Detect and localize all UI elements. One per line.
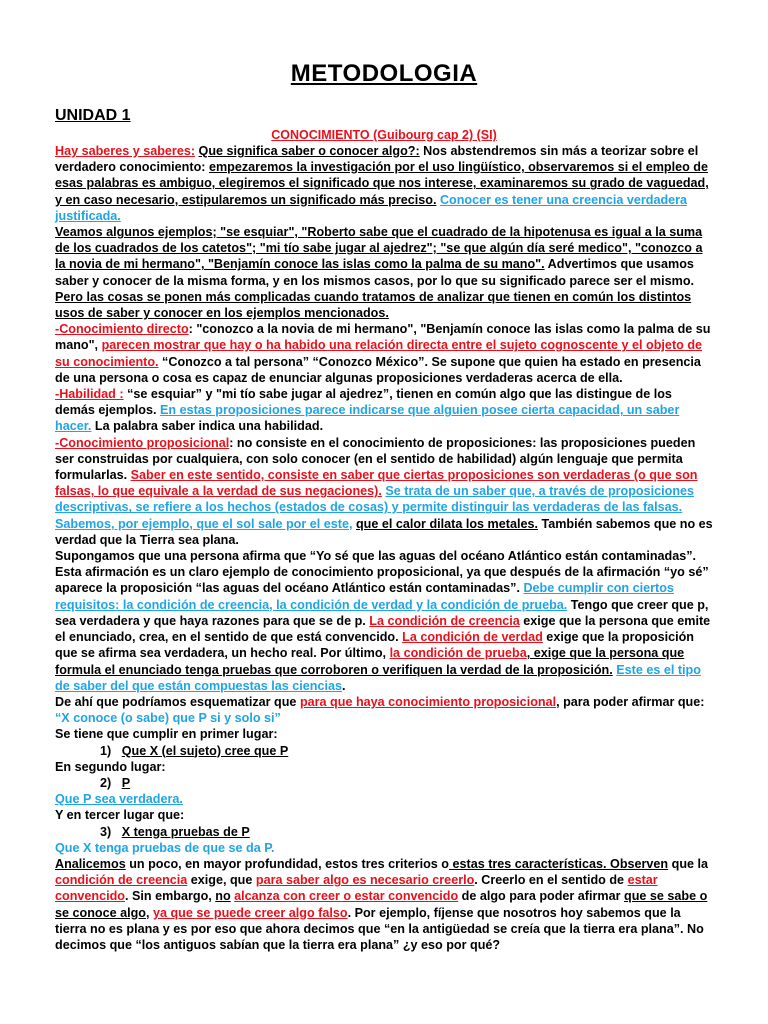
list-text: X tenga pruebas de P (121, 824, 250, 839)
text-run: que la (668, 856, 709, 871)
paragraph-conocimiento-directo (55, 321, 715, 386)
text-run: . Sin embargo, (124, 889, 216, 904)
first-condition-intro: Se tiene que cumplir en primer lugar: (55, 727, 278, 742)
text-run: Tengo que creer que p, sea verdadera y que haya razones para que se de p. (55, 597, 709, 628)
list-item-3-note: Que X tenga pruebas de que se da P. (55, 840, 275, 855)
paragraph-requisitos (55, 548, 715, 694)
text-run: exige que la proposición que se afirma sea verdadera, un hecho real. Por último, (55, 630, 694, 661)
list-text: P (121, 775, 131, 790)
text-run: : "conozco a la novia de mi hermano", "Benjamín conoce las islas como la palma de su mano", (55, 322, 711, 353)
text-run: Advertimos que usamos saber y conocer de la misma forma, y en los mismos casos, por lo que su significado parece ser el mismo. (55, 257, 695, 288)
second-condition-intro: En segundo lugar: (55, 759, 166, 774)
text-run: condición de creencia (55, 873, 188, 888)
text-run: “se esquiar” y "mi tío sabe jugar al ajedrez”, tienen en común algo que las distingue de los demás ejemplos. (55, 387, 672, 418)
text-run: Este es el tipo de saber del que están compuestas las ciencias (55, 662, 701, 693)
text-run: La condición de verdad (402, 630, 543, 645)
document-body (55, 143, 715, 953)
list-number: 1) (100, 743, 112, 758)
paragraph-esquema (55, 694, 715, 710)
text-run: exige, que (187, 873, 256, 888)
list-number: 3) (100, 824, 112, 839)
text-run: Hay saberes y saberes: (55, 144, 196, 158)
text-run: La condición de creencia (369, 613, 520, 628)
text-run: Nos abstendremos sin más a teorizar sobre el verdadero conocimiento: (55, 144, 699, 175)
text-run: estar convencido (55, 873, 658, 904)
paragraph-ejemplos (55, 224, 715, 321)
paragraph-analisis (55, 856, 715, 953)
text-run: alcanza con creer o estar convencido (234, 889, 459, 904)
text-run: parecen mostrar que hay o ha habido una relación directa entre el sujeto cognoscente y el objeto de su conocimiento. (55, 338, 703, 369)
text-run: Supongamos que una persona afirma que “Yo sé que las aguas del océano Atlántico están contaminadas”. Esta afirmación es un claro ejemplo de conocimiento proposicional, ya que después de la afirmación “yo sé” aparece la proposición “las aguas del océano Atlántico están contaminadas”. (55, 549, 709, 596)
text-run: . (342, 678, 346, 693)
text-run: -Conocimiento proposicional (55, 435, 230, 450)
text-run: Conocer es tener una creencia verdadera justificada. (55, 192, 688, 223)
paragraph-saberes (55, 143, 715, 224)
text-run: para que haya conocimiento proposicional (299, 694, 557, 709)
list-item-1 (55, 743, 715, 759)
list-number: 2) (100, 775, 112, 790)
text-run: empezaremos la investigación por el uso lingüístico, observaremos si el empleo de esas palabras es ambiguo, elegiremos el significado que nos interese, examinaremos su grado de vaguedad, y en caso necesario, estipularemos un significado más preciso. (55, 160, 709, 207)
text-run: Que significa saber o conocer algo?: (198, 144, 420, 158)
text-run: De ahí que podríamos esquematizar que (55, 694, 300, 709)
text-run: También sabemos que no es verdad que la Tierra sea plana. (55, 516, 713, 547)
text-run: En estas proposiciones parece indicarse que alguien posee cierta capacidad, un saber hacer. (55, 403, 680, 434)
text-run: no (215, 889, 231, 904)
unit-heading: UNIDAD 1 (55, 107, 131, 124)
document-title: METODOLOGIA (290, 60, 478, 87)
text-run: de algo para poder afirmar (458, 889, 625, 904)
text-run: estas tres características. Observen (449, 856, 669, 871)
text-run: , para poder afirmar que: (556, 694, 705, 709)
text-run: -Conocimiento directo (55, 322, 189, 337)
text-run: , exige que la persona que formula el enunciado tenga pruebas que corroboren o verifiquen la verdad de la proposición. (55, 646, 685, 677)
text-run: que se sabe o se conoce algo, (55, 889, 708, 920)
text-run: para saber algo es necesario creerlo (255, 873, 475, 888)
list-text: Que X (el sujeto) cree que P (121, 743, 289, 758)
text-run: -Habilidad : (55, 387, 124, 402)
section-subtitle: CONOCIMIENTO (Guibourg cap 2) (SI) (271, 128, 497, 142)
text-run: Debe cumplir con ciertos requisitos: la condición de creencia, la condición de verdad y la condición de prueba. (55, 581, 674, 612)
text-run: Analicemos (55, 856, 126, 871)
list-item-2 (55, 775, 715, 791)
text-run: : no consiste en el conocimiento de proposiciones: las proposiciones pueden ser construidas por cualquiera, con solo conocer (en el sentido de habilidad) algún lenguaje que permita formularlas. (55, 435, 696, 483)
text-run: la condición de prueba (389, 646, 527, 661)
text-run: La palabra saber indica una habilidad. (91, 419, 324, 434)
text-run: un poco, en mayor profundidad, estos tres criterios o (125, 856, 449, 871)
text-run: que el calor dilata los metales. (355, 516, 538, 531)
text-run: ya que se puede creer algo falso (152, 905, 348, 920)
text-run: “Conozco a tal persona” “Conozco México”. Se supone que quien ha estado en presencia de una persona o cosa es capaz de enunciar algunas proposiciones verdaderas acerca de ella. (55, 354, 701, 385)
text-run: Veamos algunos ejemplos; "se esquiar", "Roberto sabe que el cuadrado de la hipotenusa es igual a la suma de los cuadrados de los catetos"; "mi tío sabe jugar al ajedrez"; "se que algún día seré medico", "conozco a la novia de mi hermano", "Benjamín conoce las islas como la palma de su mano". (55, 225, 703, 272)
text-run: exige que la persona que emite el enunciado, crea, en el sentido de que está convencido. (55, 613, 711, 645)
text-run: Pero las cosas se ponen más complicadas cuando tratamos de analizar que tienen en común los distintos usos de saber y conocer en los ejemplos mencionados. (55, 289, 692, 321)
third-condition-intro: Y en tercer lugar que: (55, 808, 185, 823)
text-run: Saber en este sentido, consiste en saber que ciertas proposiciones son verdaderas (o que son falsas, lo que equivale a la verdad de sus negaciones). (55, 468, 698, 499)
text-run: . Por ejemplo, fíjense que nosotros hoy sabemos que la tierra no es plana y es por eso que ahora decimos que “en la antigüedad se creía que la tierra era plana”. No decimos que “los antiguos sabían que la tierra era plana” ¿y eso por qué? (55, 905, 704, 952)
list-item-2-note: Que P sea verdadera. (55, 792, 183, 807)
paragraph-habilidad (55, 386, 715, 435)
text-run: . Creerlo en el sentido de (474, 873, 628, 888)
paragraph-proposicional (55, 435, 715, 548)
list-item-3 (55, 824, 715, 840)
formula-line: “X conoce (o sabe) que P si y solo si” (55, 711, 281, 726)
text-run: Se trata de un saber que, a través de proposiciones descriptivas, se refiere a los hechos (estados de cosas) y permite distinguir las verdaderas de las falsas. Sabemos, por ejemplo, que el sol sale por el este, (55, 484, 695, 531)
